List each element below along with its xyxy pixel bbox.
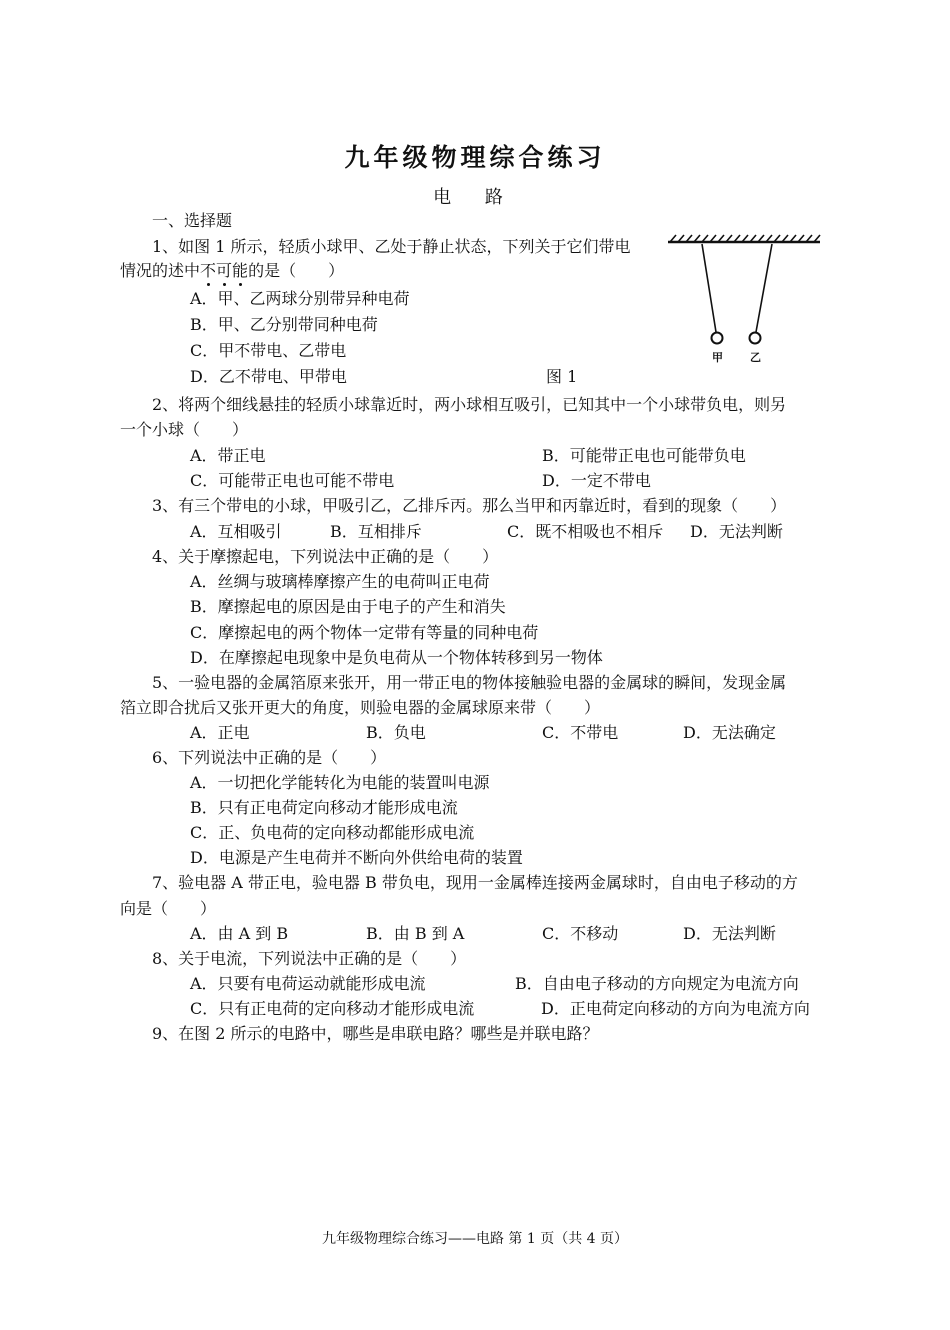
q7-option-a: A．由 A 到 B [190, 924, 289, 943]
q2-option-a: A．带正电 [190, 446, 266, 465]
q4-option-b: B．摩擦起电的原因是由于电子的产生和消失 [190, 597, 506, 616]
ball-yi-label: 乙 [750, 351, 761, 364]
q6-option-c: C．正、负电荷的定向移动都能形成电流 [190, 823, 475, 842]
q2-stem-line2: 一个小球（ ） [120, 420, 249, 439]
q1-option-d: D．乙不带电、甲带电 [190, 367, 347, 386]
q7-stem-line2: 向是（ ） [120, 899, 217, 918]
q3-option-c: C．既不相吸也不相斥 [507, 522, 664, 541]
q1-stem-line2 [120, 260, 344, 282]
q1-option-a: A．甲、乙两球分别带异种电荷 [190, 289, 410, 308]
q7-option-d: D．无法判断 [683, 924, 776, 943]
q7-option-c: C．不移动 [542, 924, 619, 943]
q4-stem-line1: 4、关于摩擦起电，下列说法中正确的是（ ） [152, 547, 499, 566]
q2-option-c: C．可能带正电也可能不带电 [190, 471, 395, 490]
q9-stem-line1: 9、在图 2 所示的电路中，哪些是串联电路？哪些是并联电路？ [152, 1024, 599, 1043]
q1-stem-suffix: 的是（ ） [248, 261, 345, 280]
thread-left [702, 244, 716, 332]
q6-option-d: D．电源是产生电荷并不断向外供给电荷的装置 [190, 848, 523, 867]
q2-option-b: B．可能带正电也可能带负电 [542, 446, 746, 465]
figure1-caption: 图 1 [546, 367, 578, 386]
ball-jia [712, 333, 723, 344]
q1-stem-line1: 1、如图 1 所示，轻质小球甲、乙处于静止状态，下列关于它们带电 [152, 237, 631, 256]
q1-emphasis-char-1: 不 [200, 261, 217, 280]
q1-option-c: C．甲不带电、乙带电 [190, 341, 347, 360]
q6-option-b: B．只有正电荷定向移动才能形成电流 [190, 798, 458, 817]
q5-stem-line2: 箔立即合扰后又张开更大的角度，则验电器的金属球原来带（ ） [120, 698, 601, 717]
q6-stem-line1: 6、下列说法中正确的是（ ） [152, 748, 387, 767]
page-subtitle: 电 路 [433, 187, 517, 208]
q8-option-c: C．只有正电荷的定向移动才能形成电流 [190, 999, 475, 1018]
q5-option-a: A．正电 [190, 723, 250, 742]
q1-emphasis-char-3: 能 [232, 261, 249, 280]
q4-option-a: A．丝绸与玻璃棒摩擦产生的电荷叫正电荷 [190, 572, 490, 591]
q8-option-b: B．自由电子移动的方向规定为电流方向 [515, 974, 799, 993]
q3-option-b: B．互相排斥 [330, 522, 422, 541]
thread-right [756, 244, 772, 332]
q5-stem-line1: 5、一验电器的金属箔原来张开，用一带正电的物体接触验电器的金属球的瞬间，发现金属 [152, 673, 787, 692]
q3-option-a: A．互相吸引 [190, 522, 282, 541]
q3-stem-line1: 3、有三个带电的小球，甲吸引乙，乙排斥丙。那么当甲和丙靠近时，看到的现象（ ） [152, 496, 787, 515]
q6-option-a: A．一切把化学能转化为电能的装置叫电源 [190, 773, 490, 792]
ball-yi [750, 333, 761, 344]
q8-option-a: A．只要有电荷运动就能形成电流 [190, 974, 426, 993]
q3-option-d: D．无法判断 [690, 522, 783, 541]
q4-option-d: D．在摩擦起电现象中是负电荷从一个物体转移到另一物体 [190, 648, 603, 667]
q2-stem-line1: 2、将两个细线悬挂的轻质小球靠近时，两小球相互吸引，已知其中一个小球带负电，则另 [152, 395, 787, 414]
section-heading: 一、选择题 [152, 211, 233, 230]
q1-stem-prefix: 情况的述中 [120, 261, 201, 280]
q5-option-d: D．无法确定 [683, 723, 776, 742]
q8-option-d: D．正电荷定向移动的方向为电流方向 [541, 999, 810, 1018]
page-footer: 九年级物理综合练习——电路 第 1 页（共 4 页） [321, 1231, 629, 1247]
q7-option-b: B．由 B 到 A [366, 924, 465, 943]
q1-emphasis-char-2: 可 [216, 261, 233, 280]
q7-stem-line1: 7、验电器 A 带正电，验电器 B 带负电，现用一金属棒连接两金属球时，自由电子移动的方 [152, 873, 798, 892]
q1-option-b: B．甲、乙分别带同种电荷 [190, 315, 378, 334]
figure1-suspended-balls [660, 232, 826, 372]
q8-stem-line1: 8、关于电流，下列说法中正确的是（ ） [152, 949, 467, 968]
ball-jia-label: 甲 [712, 351, 723, 364]
q5-option-b: B．负电 [366, 723, 426, 742]
page-title: 九年级物理综合练习 [344, 143, 606, 172]
q5-option-c: C．不带电 [542, 723, 619, 742]
q4-option-c: C．摩擦起电的两个物体一定带有等量的同种电荷 [190, 623, 539, 642]
q2-option-d: D．一定不带电 [542, 471, 651, 490]
